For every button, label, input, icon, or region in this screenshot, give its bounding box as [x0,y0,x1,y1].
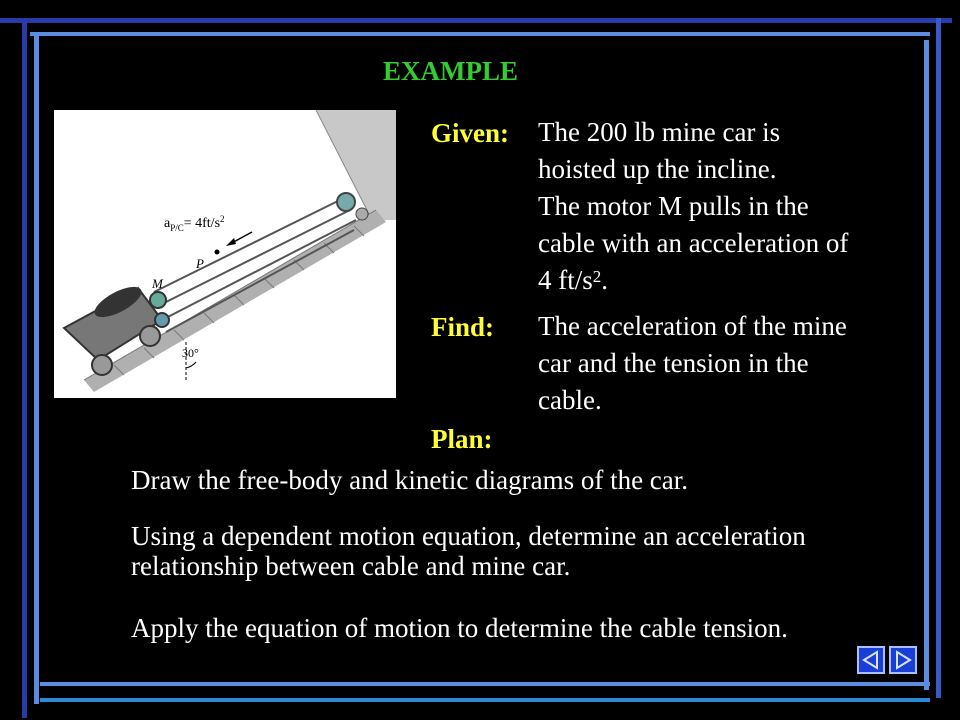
slide-title: EXAMPLE [383,56,518,86]
given-line: hoisted up the incline. [538,154,777,184]
given-label: Given: [431,118,509,148]
find-line: The acceleration of the mine [538,311,847,341]
frame-left-inner-bar [34,32,39,704]
frame-bottom-bar [40,682,930,686]
label-m: M [152,276,163,291]
given-line: cable with an acceleration of [538,228,849,258]
back-button[interactable] [857,646,885,674]
frame-right-bar [936,18,941,698]
accel-label: $a_{P/C}= 4ft/s^2$ [164,214,225,233]
motor [150,292,166,308]
given-line: 4 $ft/s^2$. [538,265,609,295]
given-line: The 200 lb mine car is [538,117,781,147]
given-text [538,114,848,299]
plan-step: Apply the equation of motion to determine the cable tension. [131,613,788,643]
given-line: The motor M pulls in the [538,191,809,221]
find-label: Find: [431,312,495,342]
forward-icon [893,650,913,670]
forward-button[interactable] [889,646,917,674]
mine-car-figure [54,110,396,398]
frame-right-inner-bar [924,40,929,690]
plan-label: Plan: [431,424,493,454]
label-p: P [196,256,204,271]
top-pulley [337,193,355,211]
back-icon [861,650,881,670]
frame-top-inner-bar [30,32,930,36]
frame-left-outer-bar [22,18,27,718]
find-text [538,308,847,419]
frame-top-bar [0,18,952,23]
incline-diagram [54,110,396,398]
frame-bottom-outer-bar [40,698,930,702]
wall [316,110,396,220]
plan-step: Draw the free-body and kinetic diagrams of the car. [131,465,689,495]
find-line: cable. [538,385,602,415]
find-line: car and the tension in the [538,348,809,378]
plan-step: Using a dependent motion equation, determine an acceleration relationship between cable and mine car. [131,521,806,581]
label-angle: 30° [182,346,199,360]
